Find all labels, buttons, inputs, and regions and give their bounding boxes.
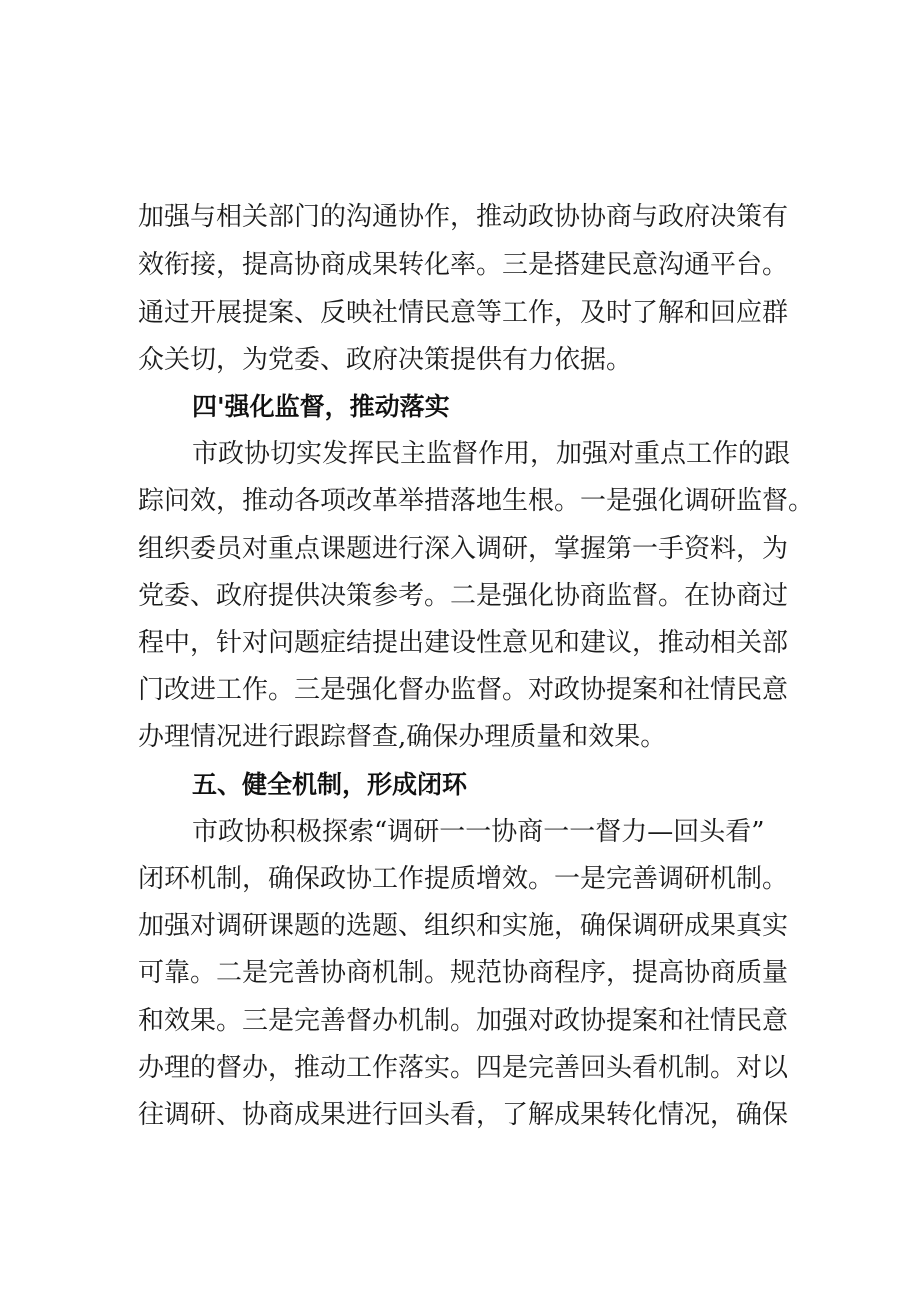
text-line: 加强与相关部门的沟通协作，推动政协协商与政府决策有	[138, 202, 789, 232]
text-line: 办理的督办，推动工作落实。四是完善回头看机制。对以	[138, 1053, 789, 1083]
text-line: 通过开展提案、反映社情民意等工作，及时了解和回应群	[138, 298, 789, 328]
text-line: 闭环机制，确保政协工作提质增效。一是完善调研机制。	[138, 864, 789, 894]
text-line: 可靠。二是完善协商机制。规范协商程序，提高协商质量	[138, 958, 789, 988]
text-line: 程中，针对问题症结提出建设性意见和建议，推动相关部	[138, 628, 789, 658]
text-line: 党委、政府提供决策参考。二是强化协商监督。在协商过	[138, 581, 789, 611]
text-line: 和效果。三是完善督办机制。加强对政协提案和社情民意	[138, 1006, 789, 1036]
text-line: 踪问效，推动各项改革举措落地生根。一是强化调研监督。	[138, 486, 815, 516]
section-heading-5: 五、健全机制，形成闭环	[192, 770, 468, 799]
text-line: 加强对调研课题的选题、组织和实施，确保调研成果真实	[138, 911, 789, 941]
text-line: 效衔接，提高协商成果转化率。三是搭建民意沟通平台。	[138, 250, 789, 280]
text-line: 办理情况进行跟踪督查,确保办理质量和效果。	[138, 722, 667, 752]
text-line: 门改进工作。三是强化督办监督。对政协提案和社情民意	[138, 675, 789, 705]
text-line: 众关切，为党委、政府决策提供有力依据。	[138, 345, 633, 375]
text-line: 组织委员对重点课题进行深入调研，掌握第一手资料，为	[138, 534, 789, 564]
text-line: 市政协切实发挥民主监督作用，加强对重点工作的跟	[192, 439, 791, 469]
text-line: 往调研、协商成果进行回头看，了解成果转化情况，确保	[138, 1100, 789, 1130]
section-heading-4: 四'强化监督，推动落实	[192, 392, 450, 421]
text-line: 市政协积极探索“调研一一协商一一督力—回头看”	[192, 817, 765, 847]
